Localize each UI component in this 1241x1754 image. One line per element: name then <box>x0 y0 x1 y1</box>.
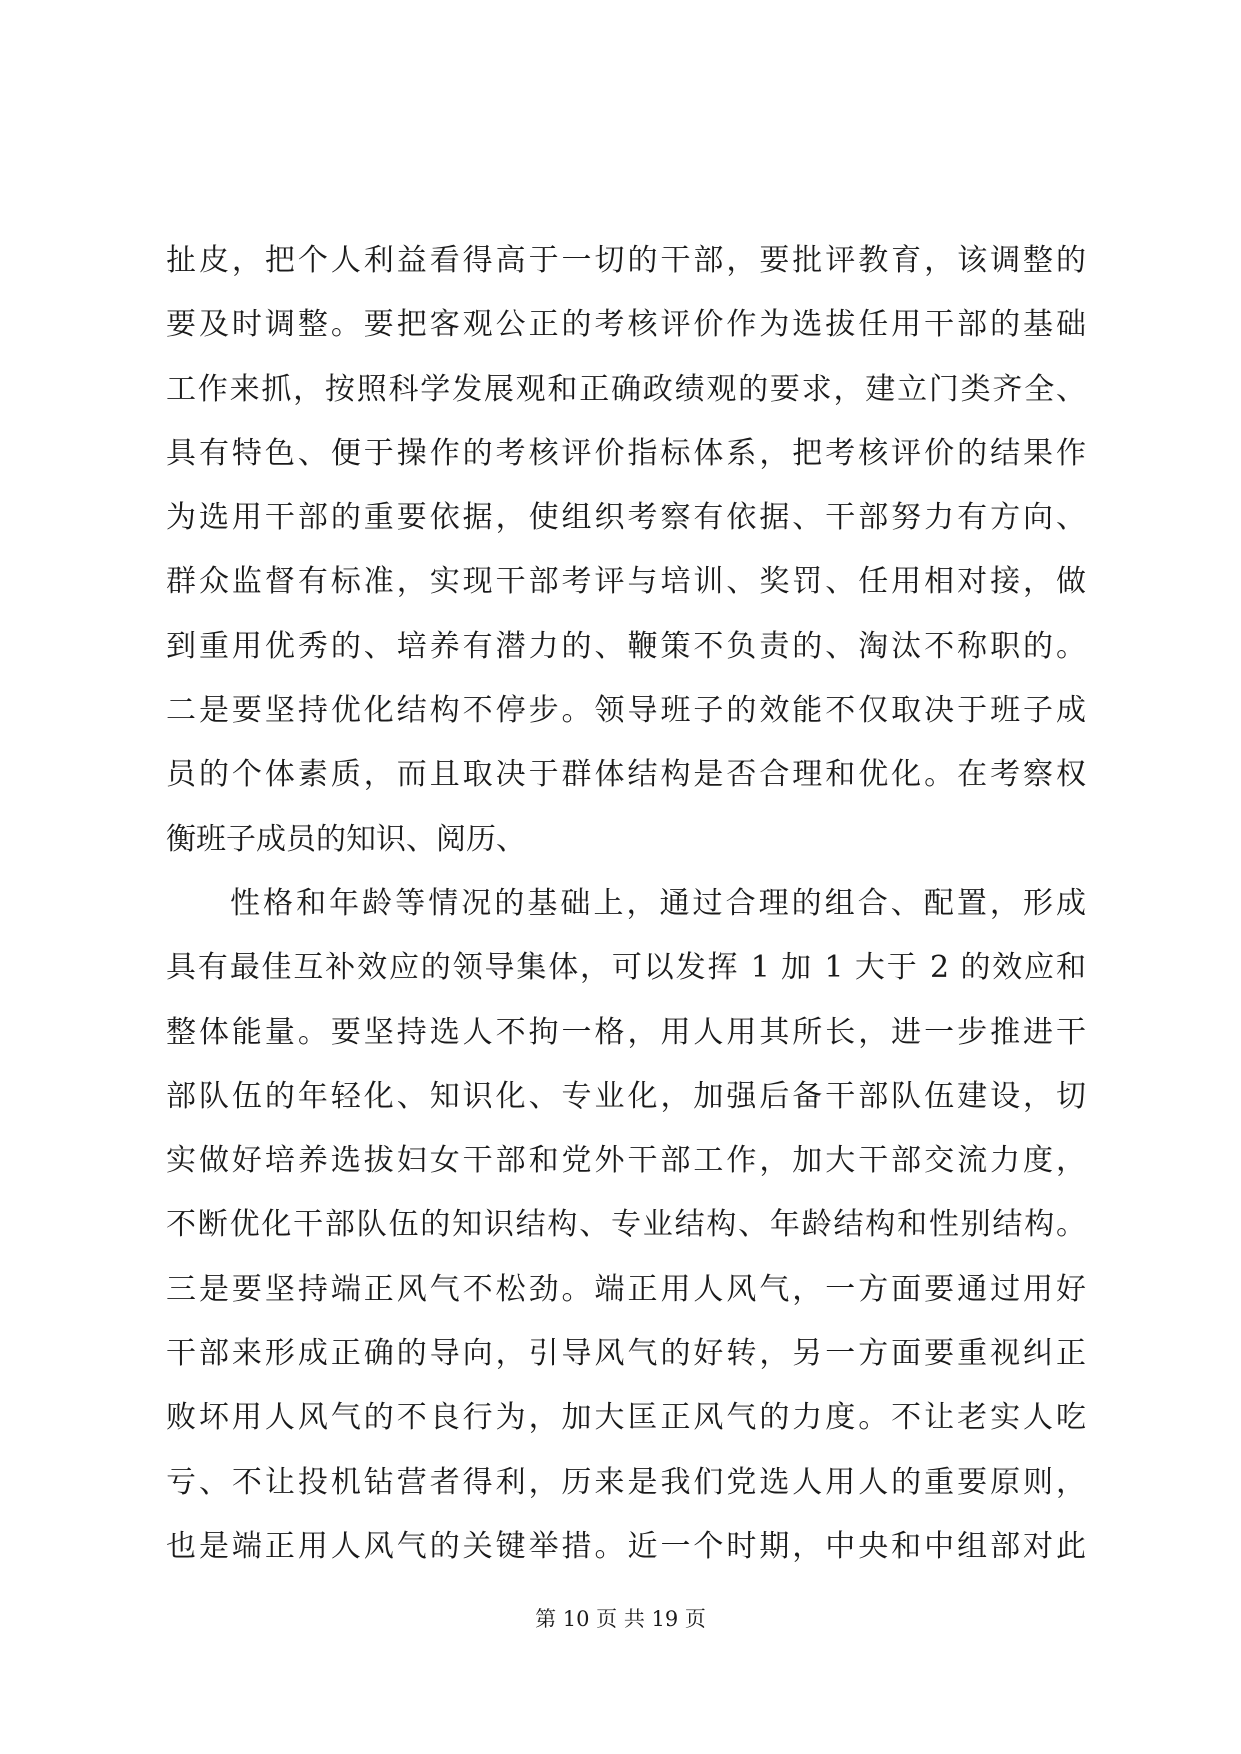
text-line: 要及时调整。要把客观公正的考核评价作为选拔任用干部的基础 <box>166 307 1086 343</box>
text-line: 二是要坚持优化结构不停步。领导班子的效能不仅取决于班子成 <box>166 693 1086 729</box>
text-line: 到重用优秀的、培养有潜力的、鞭策不负责的、淘汰不称职的。 <box>166 628 1086 664</box>
text-line: 员的个体素质，而且取决于群体结构是否合理和优化。在考察权 <box>166 757 1086 793</box>
text-line: 败坏用人风气的不良行为，加大匡正风气的力度。不让老实人吃 <box>166 1400 1086 1436</box>
text-line: 为选用干部的重要依据，使组织考察有依据、干部努力有方向、 <box>166 500 1086 536</box>
text-line: 衡班子成员的知识、阅历、 <box>166 821 526 857</box>
text-line: 扯皮，把个人利益看得高于一切的干部，要批评教育，该调整的 <box>166 243 1086 278</box>
text-line: 工作来抓，按照科学发展观和正确政绩观的要求，建立门类齐全、 <box>166 371 1086 407</box>
text-line: 不断优化干部队伍的知识结构、专业结构、年龄结构和性别结构。 <box>166 1207 1086 1243</box>
text-line: 群众监督有标准，实现干部考评与培训、奖罚、任用相对接，做 <box>166 564 1086 600</box>
text-line: 也是端正用人风气的关键举措。近一个时期，中央和中组部对此 <box>166 1528 1086 1564</box>
text-line: 亏、不让投机钻营者得利，历来是我们党选人用人的重要原则， <box>166 1464 1086 1500</box>
text-line-indented: 性格和年龄等情况的基础上，通过合理的组合、配置，形成 <box>230 885 1086 921</box>
page-number-footer: 第 10 页 共 19 页 <box>535 1607 706 1631</box>
text-line: 整体能量。要坚持选人不拘一格，用人用其所长，进一步推进干 <box>166 1014 1086 1050</box>
text-line: 干部来形成正确的导向，引导风气的好转，另一方面要重视纠正 <box>166 1336 1086 1372</box>
text-line: 部队伍的年轻化、知识化、专业化，加强后备干部队伍建设，切 <box>166 1078 1086 1114</box>
text-line: 具有特色、便于操作的考核评价指标体系，把考核评价的结果作 <box>166 435 1086 471</box>
text-line: 三是要坚持端正风气不松劲。端正用人风气，一方面要通过用好 <box>166 1271 1086 1307</box>
text-line: 具有最佳互补效应的领导集体，可以发挥 1 加 1 大于 2 的效应和 <box>166 950 1086 986</box>
body-text <box>166 229 1086 1579</box>
text-line: 实做好培养选拔妇女干部和党外干部工作，加大干部交流力度， <box>166 1143 1086 1179</box>
